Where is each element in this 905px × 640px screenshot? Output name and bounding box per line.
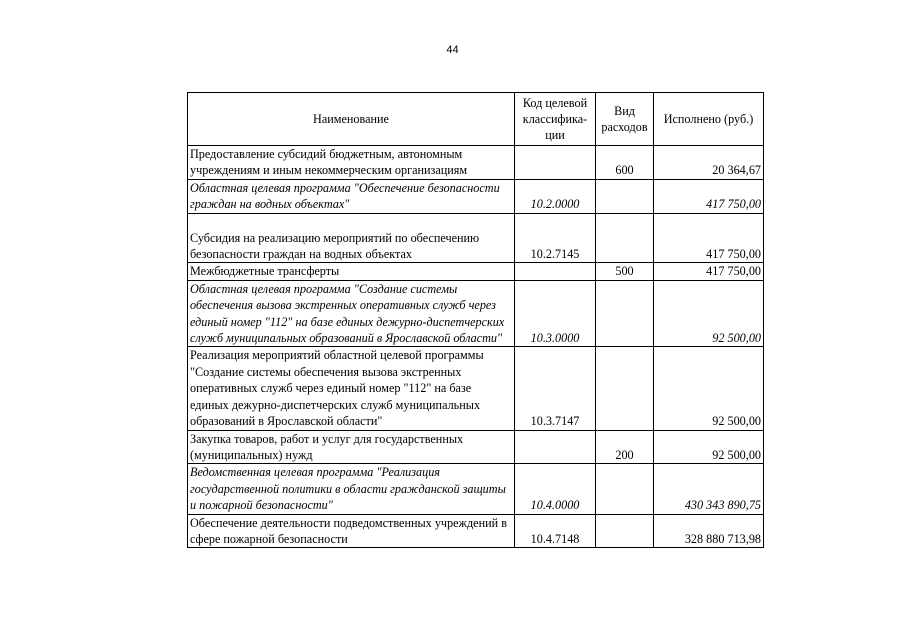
row-amount: 92 500,00 [654, 280, 764, 347]
row-name: Областная целевая программа "Создание системы обеспечения вызова экстренных оперативных служб через единый номер "112" на базе единых дежурно-диспетчерских служб муниципальных образований в Ярославской области" [188, 280, 515, 347]
row-code [515, 430, 596, 464]
row-code: 10.4.7148 [515, 514, 596, 548]
row-amount: 92 500,00 [654, 347, 764, 430]
row-amount: 417 750,00 [654, 179, 764, 213]
table-row [188, 430, 764, 464]
row-amount: 328 880 713,98 [654, 514, 764, 548]
table-header-row [188, 93, 764, 146]
header-type: Вид расходов [596, 93, 654, 146]
row-name: Областная целевая программа "Обеспечение безопасности граждан на водных объектах" [188, 179, 515, 213]
expenditure-table [187, 92, 764, 548]
row-amount: 20 364,67 [654, 146, 764, 180]
row-code [515, 263, 596, 280]
table-row [188, 347, 764, 430]
row-code: 10.3.0000 [515, 280, 596, 347]
table-row [188, 179, 764, 213]
header-code: Код целевой классифика-ции [515, 93, 596, 146]
row-name: Ведомственная целевая программа "Реализация государственной политики в области гражданской защиты и пожарной безопасности" [188, 464, 515, 514]
row-code [515, 146, 596, 180]
row-type: 200 [596, 430, 654, 464]
table-row [188, 213, 764, 263]
row-name-text: Субсидия на реализацию мероприятий по обеспечению безопасности граждан на водных объектах [190, 230, 480, 262]
row-code: 10.2.7145 [515, 213, 596, 263]
row-type [596, 347, 654, 430]
table-row [188, 263, 764, 280]
table-row [188, 280, 764, 347]
row-amount: 417 750,00 [654, 213, 764, 263]
header-name: Наименование [188, 93, 515, 146]
row-type: 600 [596, 146, 654, 180]
row-name: Межбюджетные трансферты [188, 263, 515, 280]
row-amount: 430 343 890,75 [654, 464, 764, 514]
page-number: 44 [446, 44, 459, 56]
row-code: 10.3.7147 [515, 347, 596, 430]
row-name: Предоставление субсидий бюджетным, автономным учреждениям и иным некоммерческим организациям [188, 146, 515, 180]
row-name [188, 213, 515, 263]
row-type: 500 [596, 263, 654, 280]
table-row [188, 464, 764, 514]
row-type [596, 179, 654, 213]
row-code: 10.4.0000 [515, 464, 596, 514]
row-amount: 417 750,00 [654, 263, 764, 280]
header-amount: Исполнено (руб.) [654, 93, 764, 146]
row-code: 10.2.0000 [515, 179, 596, 213]
row-amount: 92 500,00 [654, 430, 764, 464]
row-name: Закупка товаров, работ и услуг для государственных (муниципальных) нужд [188, 430, 515, 464]
table-row [188, 514, 764, 548]
row-type [596, 280, 654, 347]
row-type [596, 514, 654, 548]
row-name: Обеспечение деятельности подведомственных учреждений в сфере пожарной безопасности [188, 514, 515, 548]
row-name: Реализация мероприятий областной целевой программы "Создание системы обеспечения вызова экстренных оперативных служб через единый номер "112" на базе единых дежурно-диспетчерских служб муниципальных образований в Ярославской области" [188, 347, 515, 430]
row-type [596, 213, 654, 263]
row-type [596, 464, 654, 514]
table-row [188, 146, 764, 180]
